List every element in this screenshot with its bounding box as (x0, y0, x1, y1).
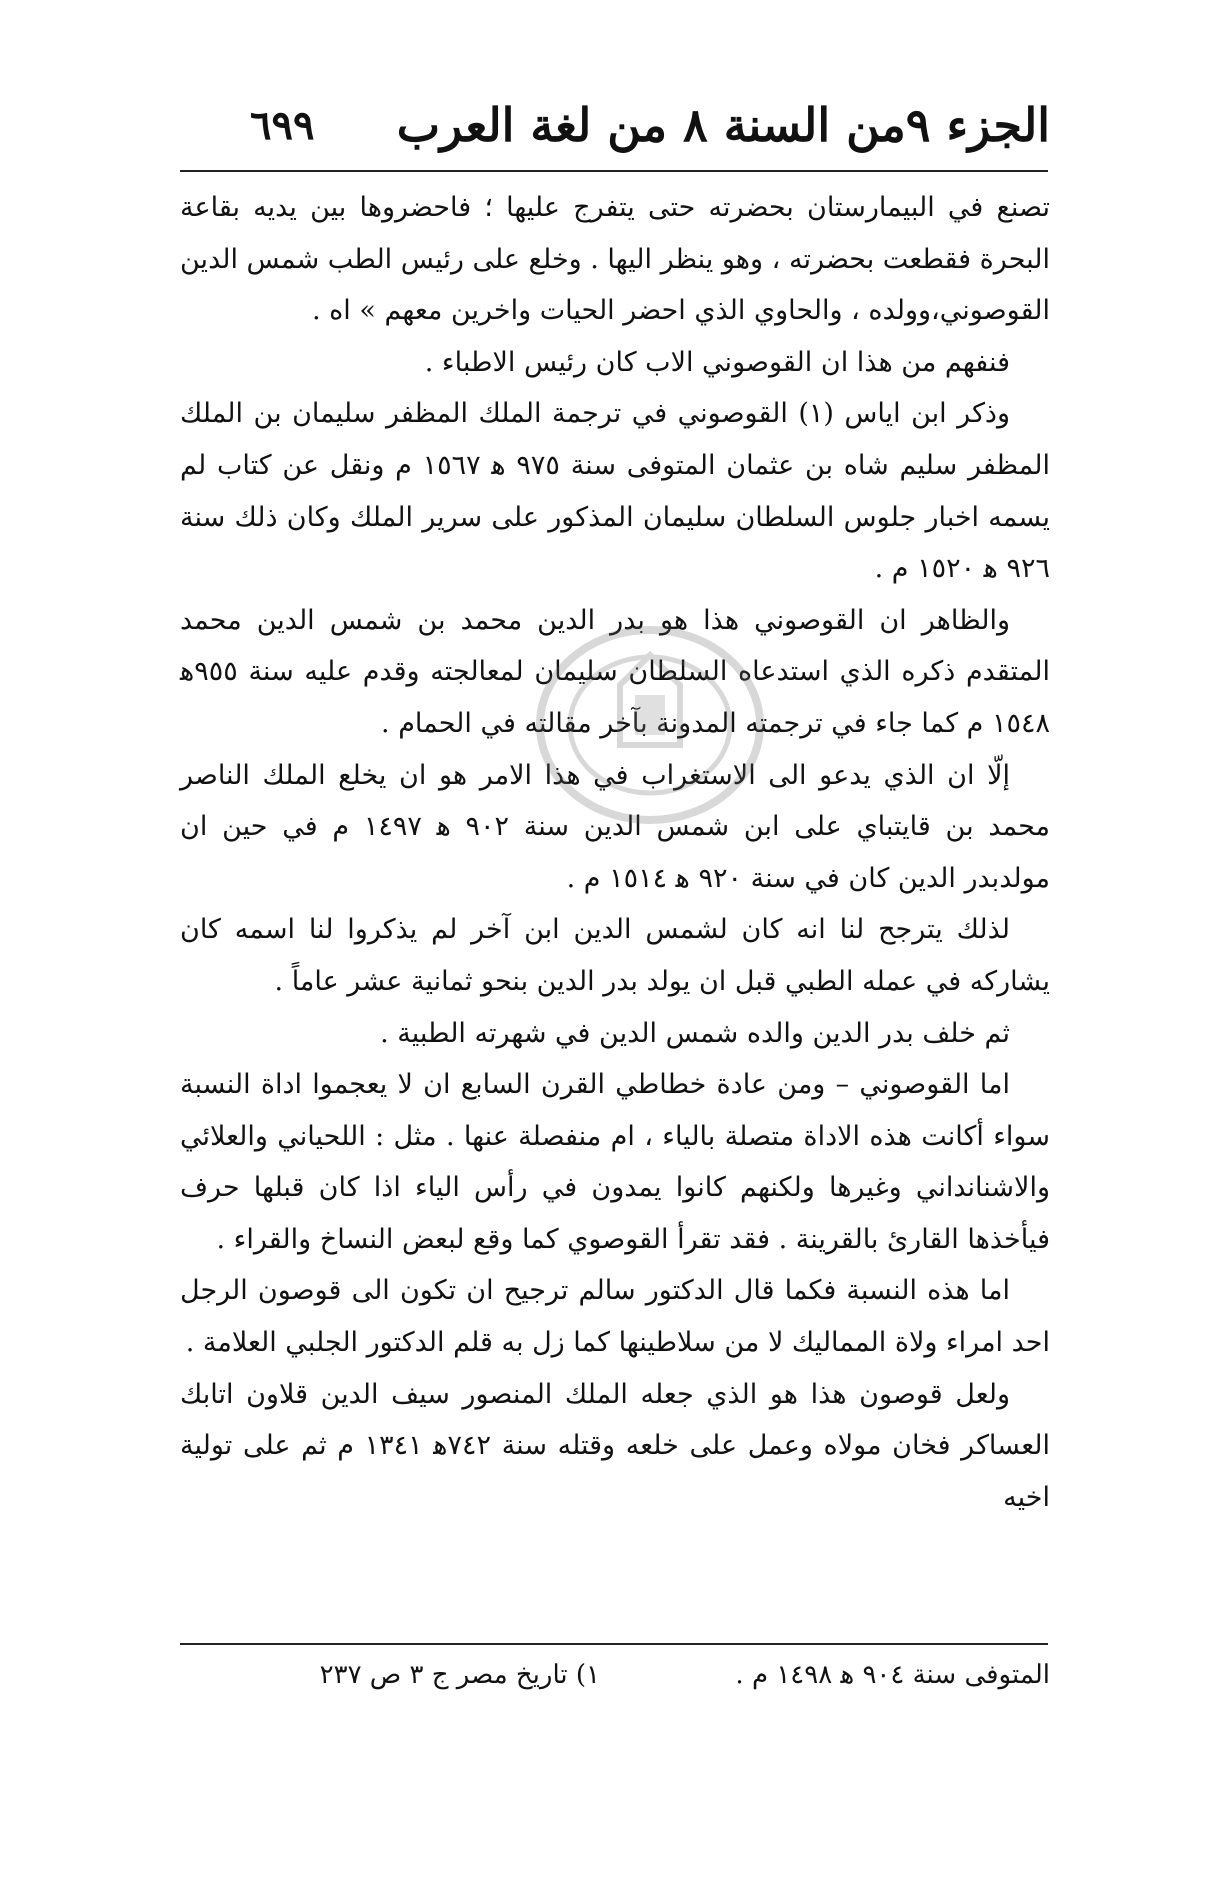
footnote-reference: ١) تاريخ مصر ج ٣ ص ٢٣٧ (319, 1660, 600, 1690)
paragraph: اما هذه النسبة فكما قال الدكتور سالم ترجيح ان تكون الى قوصون الرجل احد امراء ولاة المماليك لا من سلاطينها كما زل به قلم الدكتور الجلبي العلامة . (180, 1275, 1050, 1359)
footnote-rule (180, 1643, 1048, 1645)
header-rule (180, 170, 1048, 172)
body-text (180, 182, 1050, 1523)
paragraph: لذلك يترجح لنا انه كان لشمس الدين ابن آخر لم يذكروا لنا اسمه كان يشاركه في عمله الطبي قبل ان يولد بدر الدين بنحو ثمانية عشر عاماً . (180, 914, 1050, 997)
footnote-continuation: المتوفى سنة ٩٠٤ ﻫ ١٤٩٨ م . (735, 1660, 1050, 1690)
header-title: الجزء ٩من السنة ٨ من لغة العرب (396, 98, 1050, 152)
library-watermark-stamp (530, 615, 770, 835)
paragraph: تصنع في البيمارستان بحضرته حتى يتفرج عليها ؛ فاحضروها بين يديه بقاعة البحرة فقطعت بحضرته ، وهو ينظر اليها . وخلع على رئيس الطب شمس الدين القوصوني،وولده ، والحاوي الذي احضر الحيات واخرين معهم » اه . (180, 192, 1050, 327)
paragraph: فنفهم من هذا ان القوصوني الاب كان رئيس الاطباء . (424, 346, 1010, 378)
paragraph: ثم خلف بدر الدين والده شمس الدين في شهرته الطبية . (380, 1017, 1010, 1049)
paragraph: اما القوصوني – ومن عادة خطاطي القرن السابع ان لا يعجموا اداة النسبة سواء أكانت هذه الاداة متصلة بالياء ، ام منفصلة عنها . مثل : اللحياني والعلائي والاشنانداني وغيرها ولكنهم كانوا يمدون في رأس الياء اذا كان قبلها حرف فيأخذها القارئ بالقرينة . فقد تقرأ القوصوي كما وقع لبعض النساخ والقراء . (180, 1069, 1050, 1255)
running-header (180, 92, 1050, 172)
paragraph: إلّا ان الذي يدعو الى الاستغراب في هذا الامر هو ان يخلع الملك الناصر محمد بن قايتباي على ابن شمس الدين سنة ٩٠٢ ﻫ ١٤٩٧ م في حين ان مولدبدر الدين كان في سنة ٩٢٠ ﻫ ١٥١٤ م . (180, 759, 1050, 894)
paragraph: وذكر ابن اياس (١) القوصوني في ترجمة الملك المظفر سليمان بن الملك المظفر سليم شاه بن عثمان المتوفى سنة ٩٧٥ ﻫ ١٥٦٧ م ونقل عن كتاب لم يسمه اخبار جلوس السلطان سليمان المذكور على سرير الملك وكان ذلك سنة ٩٢٦ ﻫ ١٥٢٠ م . (180, 398, 1051, 585)
page-number: ٦٩٩ (250, 102, 315, 149)
paragraph: ولعل قوصون هذا هو الذي جعله الملك المنصور سيف الدين قلاون اتابك العساكر فخان مولاه وعمل على خلعه وقتله سنة ٧٤٢ﻫ ١٣٤١ م ثم على تولية اخيه (180, 1378, 1050, 1513)
paragraph: والظاهر ان القوصوني هذا هو بدر الدين محمد بن شمس الدين محمد المتقدم ذكره الذي استدعاه السلطان سليمان لمعالجته وقدم عليه سنة ٩٥٥ﻫ ١٥٤٨ م كما جاء في ترجمته المدونة بآخر مقالته في الحمام . (180, 604, 1050, 739)
